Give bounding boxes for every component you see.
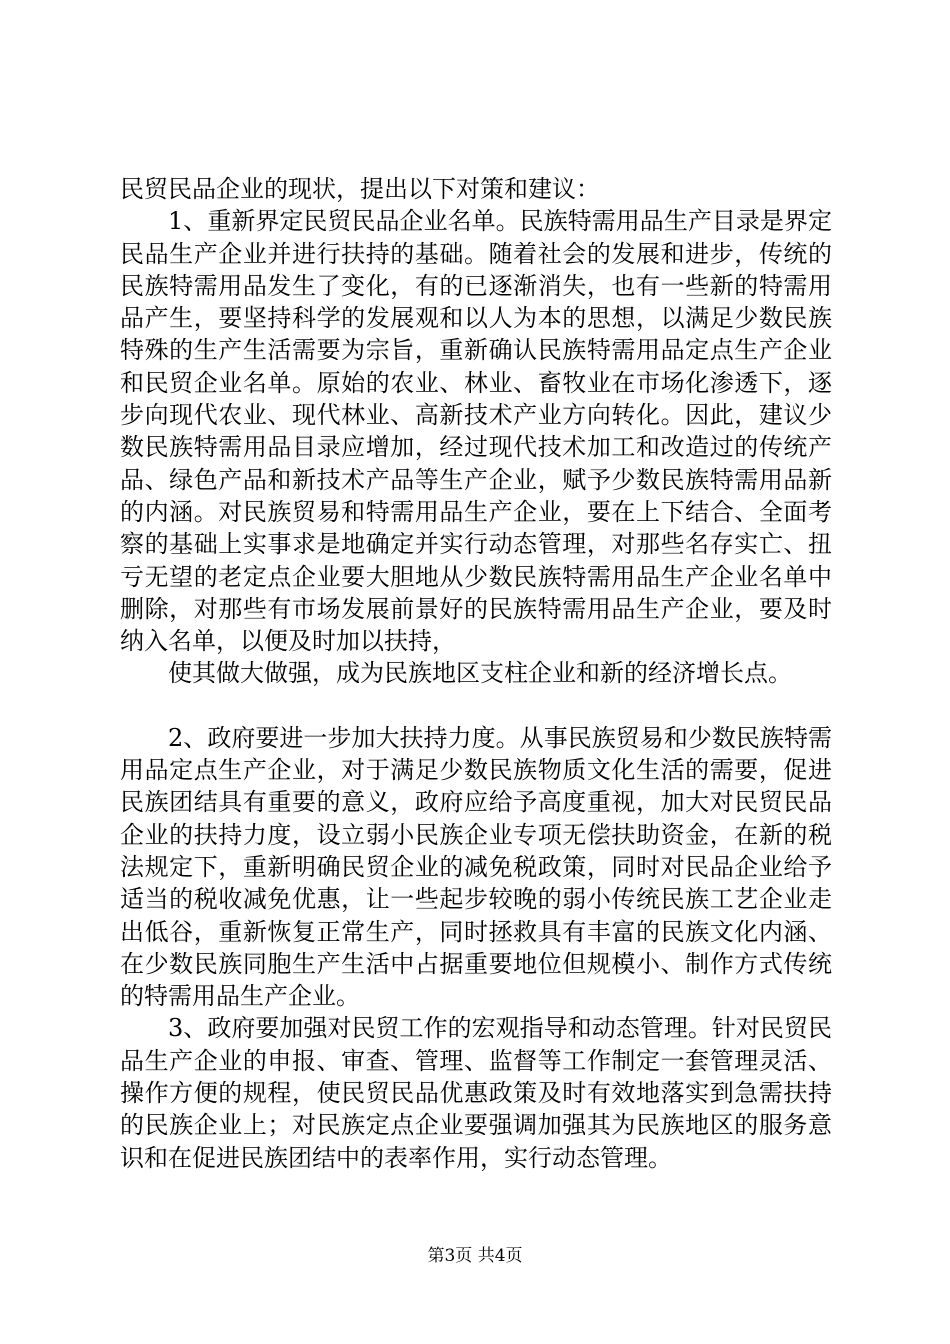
page-number-footer: 第3页 共4页 [427,1246,523,1266]
paragraph-point-3: 3、政府要加强对民贸工作的宏观指导和动态管理。针对民贸民品生产企业的申报、审查、管理、监督等工作制定一套管理灵活、操作方便的规程，使民贸民品优惠政策及时有效地落实到急需扶持的民族企业上；对民族定点企业要强调加强其为民族地区的服务意识和在促进民族团结中的表率作用，实行动态管理。 [120,1014,832,1172]
paragraph-point-1-conclusion: 使其做大做强，成为民族地区支柱企业和新的经济增长点。 [168,659,792,688]
paragraph-point-1: 1、重新界定民贸民品企业名单。民族特需用品生产目录是界定民品生产企业并进行扶持的基础。随着社会的发展和进步，传统的民族特需用品发生了变化，有的已逐渐消失，也有一些新的特需用品产生，要坚持科学的发展观和以人为本的思想，以满足少数民族特殊的生产生活需要为宗旨，重新确认民族特需用品定点生产企业和民贸企业名单。原始的农业、林业、畜牧业在市场化渗透下，逐步向现代农业、现代林业、高新技术产业方向转化。因此，建议少数民族特需用品目录应增加，经过现代技术加工和改造过的传统产品、绿色产品和新技术产品等生产企业，赋予少数民族特需用品新的内涵。对民族贸易和特需用品生产企业，要在上下结合、全面考察的基础上实事求是地确定并实行动态管理，对那些名存实亡、扭亏无望的老定点企业要大胆地从少数民族特需用品生产企业名单中删除，对那些有市场发展前景好的民族特需用品生产企业，要及时纳入名单，以便及时加以扶持， [120,207,832,656]
paragraph-intro: 民贸民品企业的现状，提出以下对策和建议： [120,175,600,203]
document-body [120,173,832,1174]
paragraph-point-2: 2、政府要进一步加大扶持力度。从事民族贸易和少数民族特需用品定点生产企业，对于满足少数民族物质文化生活的需要，促进民族团结具有重要的意义，政府应给予高度重视，加大对民贸民品企业的扶持力度，设立弱小民族企业专项无偿扶助资金，在新的税法规定下，重新明确民贸企业的减免税政策，同时对民品企业给予适当的税收减免优惠，让一些起步较晚的弱小传统民族工艺企业走出低谷，重新恢复正常生产，同时拯救具有丰富的民族文化内涵、在少数民族同胞生产生活中占据重要地位但规模小、制作方式传统的特需用品生产企业。 [120,723,832,1011]
paragraph-spacer [120,690,832,722]
